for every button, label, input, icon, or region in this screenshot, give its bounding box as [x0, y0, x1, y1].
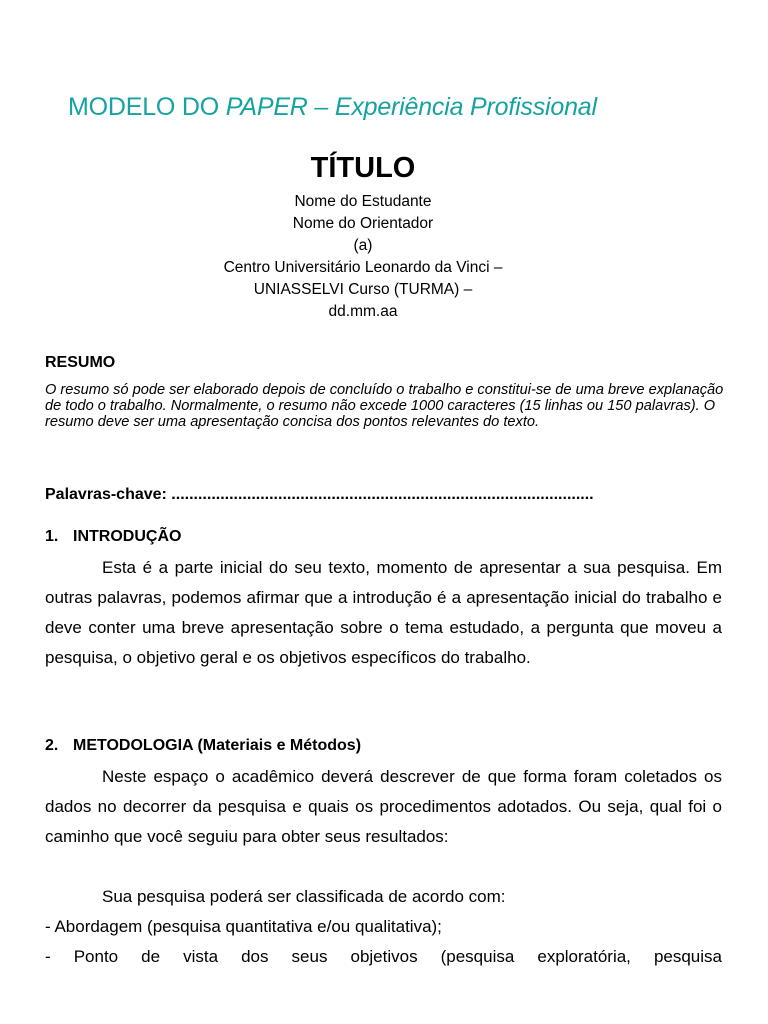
model-title-prefix: MODELO DO — [68, 93, 226, 121]
introducao-body — [45, 553, 722, 673]
advisor-name: Nome do Orientador — [292, 215, 434, 232]
document-title: TÍTULO — [310, 152, 416, 184]
metodologia-body — [45, 762, 722, 852]
advisor-suffix: (a) — [353, 237, 373, 254]
institution-line: Centro Universitário Leonardo da Vinci – — [223, 259, 503, 276]
resumo-text: O resumo só pode ser elaborado depois de concluído o trabalho e constitui-se de uma breve explanação de todo o trabalho. Normalmente, o resumo não excede 1000 caracteres (15 linhas ou 150 palavras). O resumo deve ser uma apresentação concisa dos pontos relevantes do texto. — [45, 382, 724, 431]
title-meta-block — [0, 191, 726, 323]
metodologia-paragraph: Neste espaço o acadêmico deverá descrever de que forma foram coletados os dados no decorrer da pesquisa e quais os procedimentos adotados. Ou seja, qual foi o caminho que você seguiu para obter seus resultados: — [45, 767, 722, 846]
model-title-paper: PAPER — [225, 93, 308, 121]
course-line: UNIASSELVI Curso (TURMA) – — [253, 281, 473, 298]
date-line: dd.mm.aa — [328, 303, 398, 320]
section-title: INTRODUÇÃO — [73, 528, 182, 545]
keywords-line: Palavras-chave: ............................................................................................... — [45, 486, 594, 503]
model-title-suffix: – Experiência Profissional — [307, 93, 597, 121]
section-number: 2. — [45, 737, 59, 754]
student-name: Nome do Estudante — [294, 193, 432, 210]
section-title: METODOLOGIA (Materiais e Métodos) — [73, 737, 362, 754]
section-heading-introducao — [45, 528, 181, 546]
classification-intro: Sua pesquisa poderá ser classificada de acordo com: — [102, 887, 506, 906]
model-title — [68, 93, 597, 122]
introducao-paragraph: Esta é a parte inicial do seu texto, momento de apresentar a sua pesquisa. Em outras palavras, podemos afirmar que a introdução é a apresentação inicial do trabalho e deve conter uma breve apresentação sobre o tema estudado, a pergunta que moveu a pesquisa, o objetivo geral e os objetivos específicos do trabalho. — [45, 558, 722, 667]
section-heading-metodologia — [45, 737, 361, 755]
resumo-heading: RESUMO — [45, 354, 116, 371]
section-number: 1. — [45, 528, 59, 545]
list-item-abordagem: - Abordagem (pesquisa quantitativa e/ou qualitativa); — [45, 917, 442, 936]
list-item-ponto-de-vista: - Ponto de vista dos seus objetivos (pesquisa exploratória, pesquisa — [45, 947, 722, 966]
